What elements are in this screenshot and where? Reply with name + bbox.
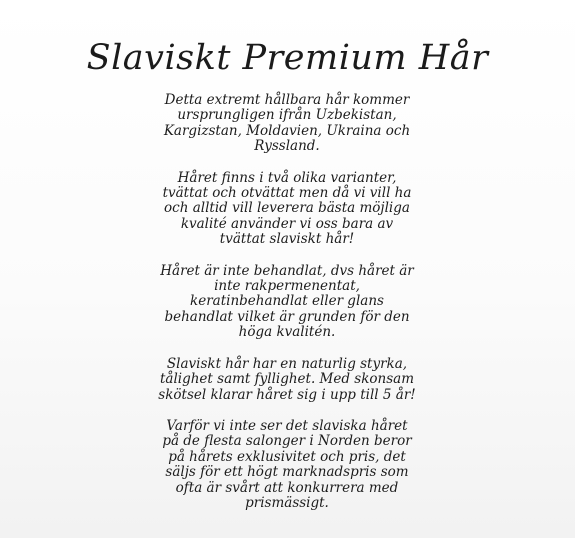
text-line: Detta extremt hållbara hår kommer [164,92,410,108]
text-line: tålighet samt fyllighet. Med skonsam [159,371,414,388]
text-line: höga kvalitén. [238,324,336,341]
paragraph-variants [137,171,437,248]
text-line: och alltid vill leverera bästa möjliga [164,200,410,217]
text-line: tvättat och otvättat men då vi vill ha [162,185,412,202]
text-line: ursprungligen ifrån Uzbekistan, [177,107,397,124]
text-line: Kargizstan, Moldavien, Ukraina och [163,122,411,139]
page-title: Slaviskt Premium Hår [86,38,489,78]
text-line: säljs för ett högt marknadspris som [165,464,409,481]
text-line: Varför vi inte ser det slaviska håret [166,417,408,434]
text-line: ofta är svårt att konkurrera med [175,479,399,496]
text-line: behandlat vilket är grunden för den [164,308,410,325]
text-line: Håret är inte behandlat, dvs håret är [160,262,414,279]
text-line: Håret finns i två olika varianter, [177,169,397,186]
text-line: Slaviskt hår har en naturlig styrka, [166,355,408,372]
text-line: kvalité använder vi oss bara av [180,215,394,232]
text-line: Ryssland. [254,138,320,155]
text-line: skötsel klarar håret sig i upp till 5 år! [158,386,416,403]
text-line: tvättat slaviskt hår! [219,231,355,248]
text-line: inte rakpermenentat, [214,278,360,295]
text-line: keratinbehandlat eller glans [190,293,384,310]
paragraph-strength [137,357,437,403]
text-line: på de flesta salonger i Norden beror [162,433,412,450]
paragraph-origin [137,93,437,155]
text-line: på hårets exklusivitet och pris, det [168,448,406,465]
paragraph-availability [137,419,437,511]
paragraph-treatment [137,264,437,341]
text-line: prismässigt. [245,494,329,511]
description-body [137,93,437,527]
